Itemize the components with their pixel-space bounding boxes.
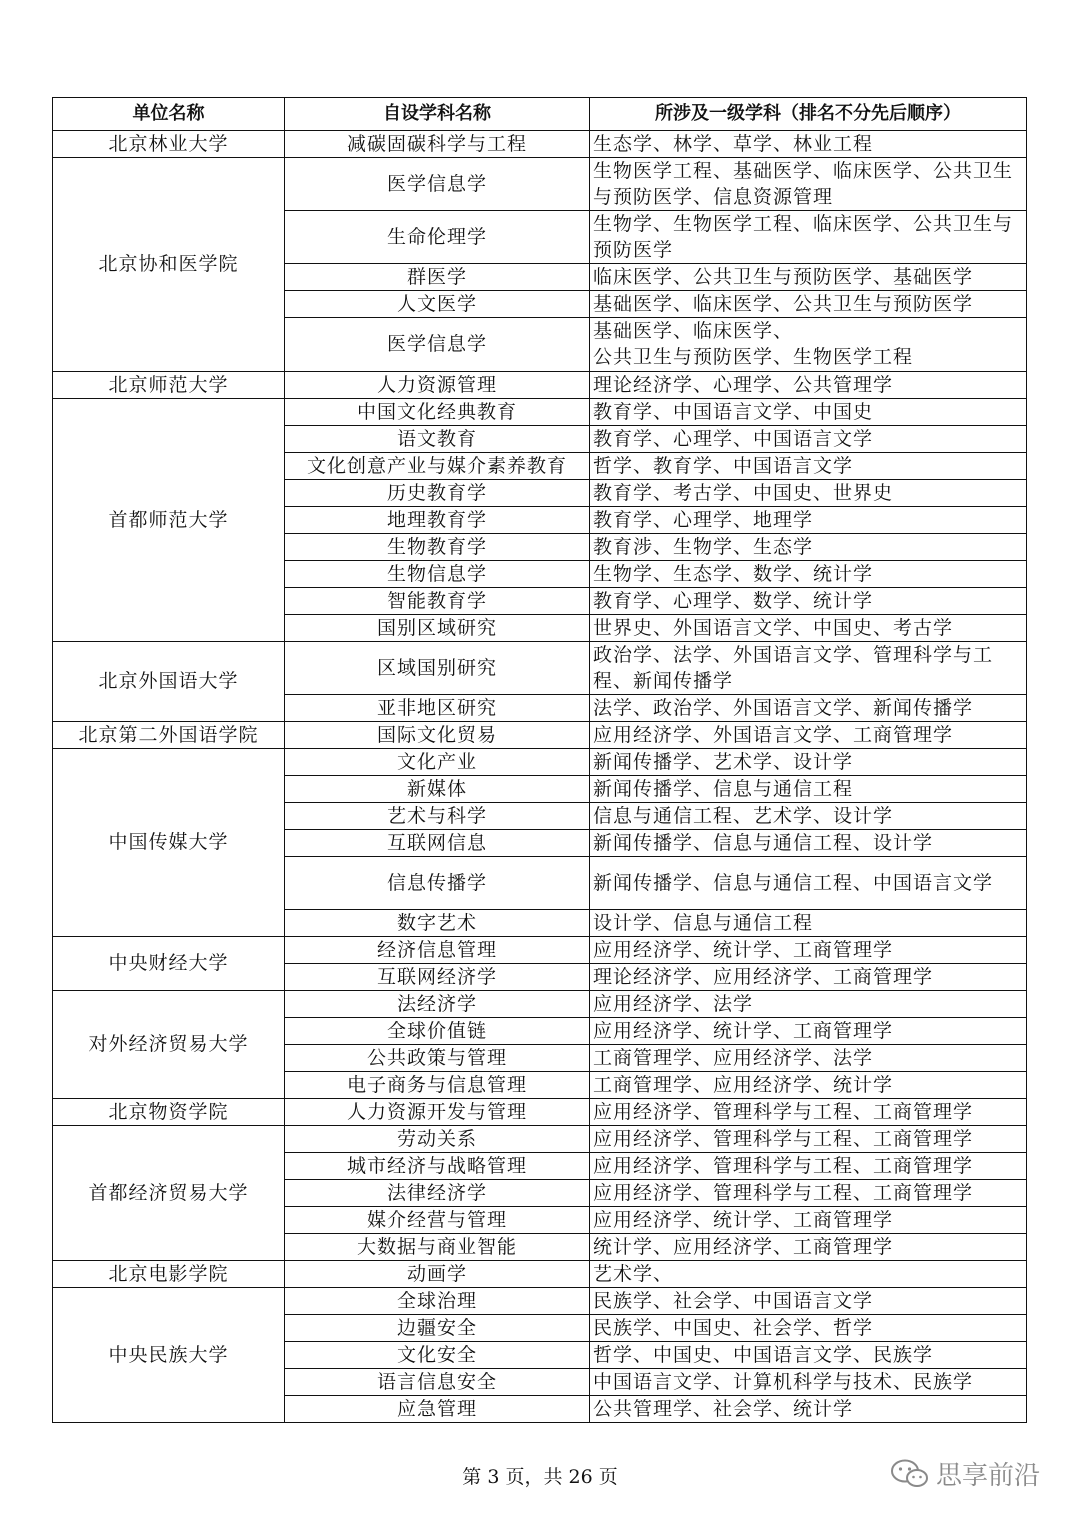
- discipline-name-cell: 语文教育: [285, 425, 590, 452]
- unit-name-cell: 中国传媒大学: [53, 748, 285, 936]
- subjects-cell: 教育学、考古学、中国史、世界史: [590, 479, 1027, 506]
- unit-name-cell: 北京协和医学院: [53, 158, 285, 372]
- table-row: [53, 371, 1027, 398]
- discipline-name-cell: 群医学: [285, 264, 590, 291]
- table-row: [53, 398, 1027, 425]
- subjects-cell: 新闻传播学、信息与通信工程: [590, 775, 1027, 802]
- subjects-cell: 教育学、心理学、地理学: [590, 506, 1027, 533]
- subjects-cell: 信息与通信工程、艺术学、设计学: [590, 802, 1027, 829]
- table-row: [53, 748, 1027, 775]
- watermark: [890, 1455, 1040, 1492]
- unit-name-cell: 北京第二外国语学院: [53, 721, 285, 748]
- subjects-cell: 教育涉、生物学、生态学: [590, 533, 1027, 560]
- header-subjects: 所涉及一级学科（排名不分先后顺序）: [590, 98, 1027, 131]
- table-row: [53, 1125, 1027, 1152]
- discipline-name-cell: 人文医学: [285, 291, 590, 318]
- discipline-name-cell: 生命伦理学: [285, 211, 590, 264]
- subjects-cell: 工商管理学、应用经济学、统计学: [590, 1071, 1027, 1098]
- table-row: [53, 131, 1027, 158]
- subjects-cell: 民族学、社会学、中国语言文学: [590, 1287, 1027, 1314]
- subjects-cell: 基础医学、临床医学、公共卫生与预防医学: [590, 291, 1027, 318]
- subjects-cell: 应用经济学、统计学、工商管理学: [590, 1206, 1027, 1233]
- table-row: [53, 721, 1027, 748]
- discipline-name-cell: 全球价值链: [285, 1017, 590, 1044]
- subjects-cell: 生物医学工程、基础医学、临床医学、公共卫生与预防医学、信息资源管理: [590, 158, 1027, 211]
- subjects-cell: 生物学、生态学、数学、统计学: [590, 560, 1027, 587]
- subjects-cell: 应用经济学、统计学、工商管理学: [590, 1017, 1027, 1044]
- header-discipline: 自设学科名称: [285, 98, 590, 131]
- discipline-name-cell: 媒介经营与管理: [285, 1206, 590, 1233]
- discipline-table: [52, 97, 1027, 1423]
- discipline-name-cell: 边疆安全: [285, 1314, 590, 1341]
- table-row: [53, 936, 1027, 963]
- subjects-cell: 应用经济学、管理科学与工程、工商管理学: [590, 1152, 1027, 1179]
- table-row: [53, 158, 1027, 211]
- discipline-name-cell: 人力资源开发与管理: [285, 1098, 590, 1125]
- discipline-name-cell: 数字艺术: [285, 909, 590, 936]
- subjects-cell: 应用经济学、管理科学与工程、工商管理学: [590, 1125, 1027, 1152]
- table-header-row: [53, 98, 1027, 131]
- table-row: [53, 1098, 1027, 1125]
- unit-name-cell: 北京师范大学: [53, 371, 285, 398]
- discipline-name-cell: 地理教育学: [285, 506, 590, 533]
- unit-name-cell: 中央财经大学: [53, 936, 285, 990]
- unit-name-cell: 北京林业大学: [53, 131, 285, 158]
- subjects-cell: 理论经济学、应用经济学、工商管理学: [590, 963, 1027, 990]
- discipline-name-cell: 语言信息安全: [285, 1368, 590, 1395]
- discipline-name-cell: 国际文化贸易: [285, 721, 590, 748]
- discipline-name-cell: 艺术与科学: [285, 802, 590, 829]
- discipline-name-cell: 中国文化经典教育: [285, 398, 590, 425]
- subjects-cell: 民族学、中国史、社会学、哲学: [590, 1314, 1027, 1341]
- subjects-cell: 哲学、教育学、中国语言文学: [590, 452, 1027, 479]
- discipline-name-cell: 信息传播学: [285, 856, 590, 909]
- discipline-name-cell: 大数据与商业智能: [285, 1233, 590, 1260]
- subjects-cell: 应用经济学、外国语言文学、工商管理学: [590, 721, 1027, 748]
- subjects-cell: 法学、政治学、外国语言文学、新闻传播学: [590, 694, 1027, 721]
- discipline-name-cell: 全球治理: [285, 1287, 590, 1314]
- discipline-name-cell: 人力资源管理: [285, 371, 590, 398]
- subjects-cell: 新闻传播学、艺术学、设计学: [590, 748, 1027, 775]
- table-body: [53, 131, 1027, 1423]
- subjects-cell: 应用经济学、法学: [590, 990, 1027, 1017]
- discipline-name-cell: 文化安全: [285, 1341, 590, 1368]
- discipline-name-cell: 应急管理: [285, 1395, 590, 1422]
- unit-name-cell: 北京物资学院: [53, 1098, 285, 1125]
- subjects-cell: 应用经济学、管理科学与工程、工商管理学: [590, 1098, 1027, 1125]
- unit-name-cell: 北京电影学院: [53, 1260, 285, 1287]
- discipline-name-cell: 城市经济与战略管理: [285, 1152, 590, 1179]
- discipline-name-cell: 区域国别研究: [285, 641, 590, 694]
- discipline-name-cell: 互联网经济学: [285, 963, 590, 990]
- discipline-name-cell: 法律经济学: [285, 1179, 590, 1206]
- table-row: [53, 1260, 1027, 1287]
- discipline-name-cell: 文化创意产业与媒介素养教育: [285, 452, 590, 479]
- watermark-text: 思享前沿: [936, 1461, 1041, 1491]
- discipline-name-cell: 新媒体: [285, 775, 590, 802]
- discipline-name-cell: 历史教育学: [285, 479, 590, 506]
- subjects-cell: 工商管理学、应用经济学、法学: [590, 1044, 1027, 1071]
- subjects-cell: 中国语言文学、计算机科学与技术、民族学: [590, 1368, 1027, 1395]
- discipline-name-cell: 医学信息学: [285, 318, 590, 371]
- subjects-cell: 艺术学、: [590, 1260, 1027, 1287]
- subjects-cell: 新闻传播学、信息与通信工程、设计学: [590, 829, 1027, 856]
- discipline-name-cell: 生物信息学: [285, 560, 590, 587]
- discipline-name-cell: 法经济学: [285, 990, 590, 1017]
- unit-name-cell: 对外经济贸易大学: [53, 990, 285, 1098]
- unit-name-cell: 首都经济贸易大学: [53, 1125, 285, 1260]
- subjects-cell: 生态学、林学、草学、林业工程: [590, 131, 1027, 158]
- discipline-name-cell: 国别区域研究: [285, 614, 590, 641]
- wechat-icon: [890, 1458, 930, 1490]
- subjects-cell: 新闻传播学、信息与通信工程、中国语言文学: [590, 856, 1027, 909]
- discipline-name-cell: 公共政策与管理: [285, 1044, 590, 1071]
- discipline-name-cell: 互联网信息: [285, 829, 590, 856]
- subjects-cell: 政治学、法学、外国语言文学、管理科学与工程、新闻传播学: [590, 641, 1027, 694]
- discipline-name-cell: 动画学: [285, 1260, 590, 1287]
- discipline-name-cell: 亚非地区研究: [285, 694, 590, 721]
- subjects-cell: 应用经济学、管理科学与工程、工商管理学: [590, 1179, 1027, 1206]
- discipline-name-cell: 生物教育学: [285, 533, 590, 560]
- subjects-cell: 临床医学、公共卫生与预防医学、基础医学: [590, 264, 1027, 291]
- table-row: [53, 990, 1027, 1017]
- subjects-cell: 教育学、中国语言文学、中国史: [590, 398, 1027, 425]
- subjects-cell: 世界史、外国语言文学、中国史、考古学: [590, 614, 1027, 641]
- subjects-cell: 基础医学、临床医学、 公共卫生与预防医学、生物医学工程: [590, 318, 1027, 371]
- discipline-name-cell: 文化产业: [285, 748, 590, 775]
- subjects-cell: 生物学、生物医学工程、临床医学、公共卫生与预防医学: [590, 211, 1027, 264]
- discipline-name-cell: 减碳固碳科学与工程: [285, 131, 590, 158]
- discipline-name-cell: 电子商务与信息管理: [285, 1071, 590, 1098]
- table-row: [53, 1287, 1027, 1314]
- subjects-cell: 应用经济学、统计学、工商管理学: [590, 936, 1027, 963]
- subjects-cell: 教育学、心理学、中国语言文学: [590, 425, 1027, 452]
- subjects-cell: 统计学、应用经济学、工商管理学: [590, 1233, 1027, 1260]
- subjects-cell: 公共管理学、社会学、统计学: [590, 1395, 1027, 1422]
- unit-name-cell: 首都师范大学: [53, 398, 285, 641]
- discipline-name-cell: 经济信息管理: [285, 936, 590, 963]
- discipline-name-cell: 劳动关系: [285, 1125, 590, 1152]
- unit-name-cell: 北京外国语大学: [53, 641, 285, 721]
- discipline-name-cell: 医学信息学: [285, 158, 590, 211]
- subjects-cell: 设计学、信息与通信工程: [590, 909, 1027, 936]
- header-unit: 单位名称: [53, 98, 285, 131]
- discipline-name-cell: 智能教育学: [285, 587, 590, 614]
- subjects-cell: 理论经济学、心理学、公共管理学: [590, 371, 1027, 398]
- subjects-cell: 教育学、心理学、数学、统计学: [590, 587, 1027, 614]
- table-row: [53, 641, 1027, 694]
- subjects-cell: 哲学、中国史、中国语言文学、民族学: [590, 1341, 1027, 1368]
- unit-name-cell: 中央民族大学: [53, 1287, 285, 1422]
- page-number: 第 3 页，共 26 页: [462, 1466, 618, 1488]
